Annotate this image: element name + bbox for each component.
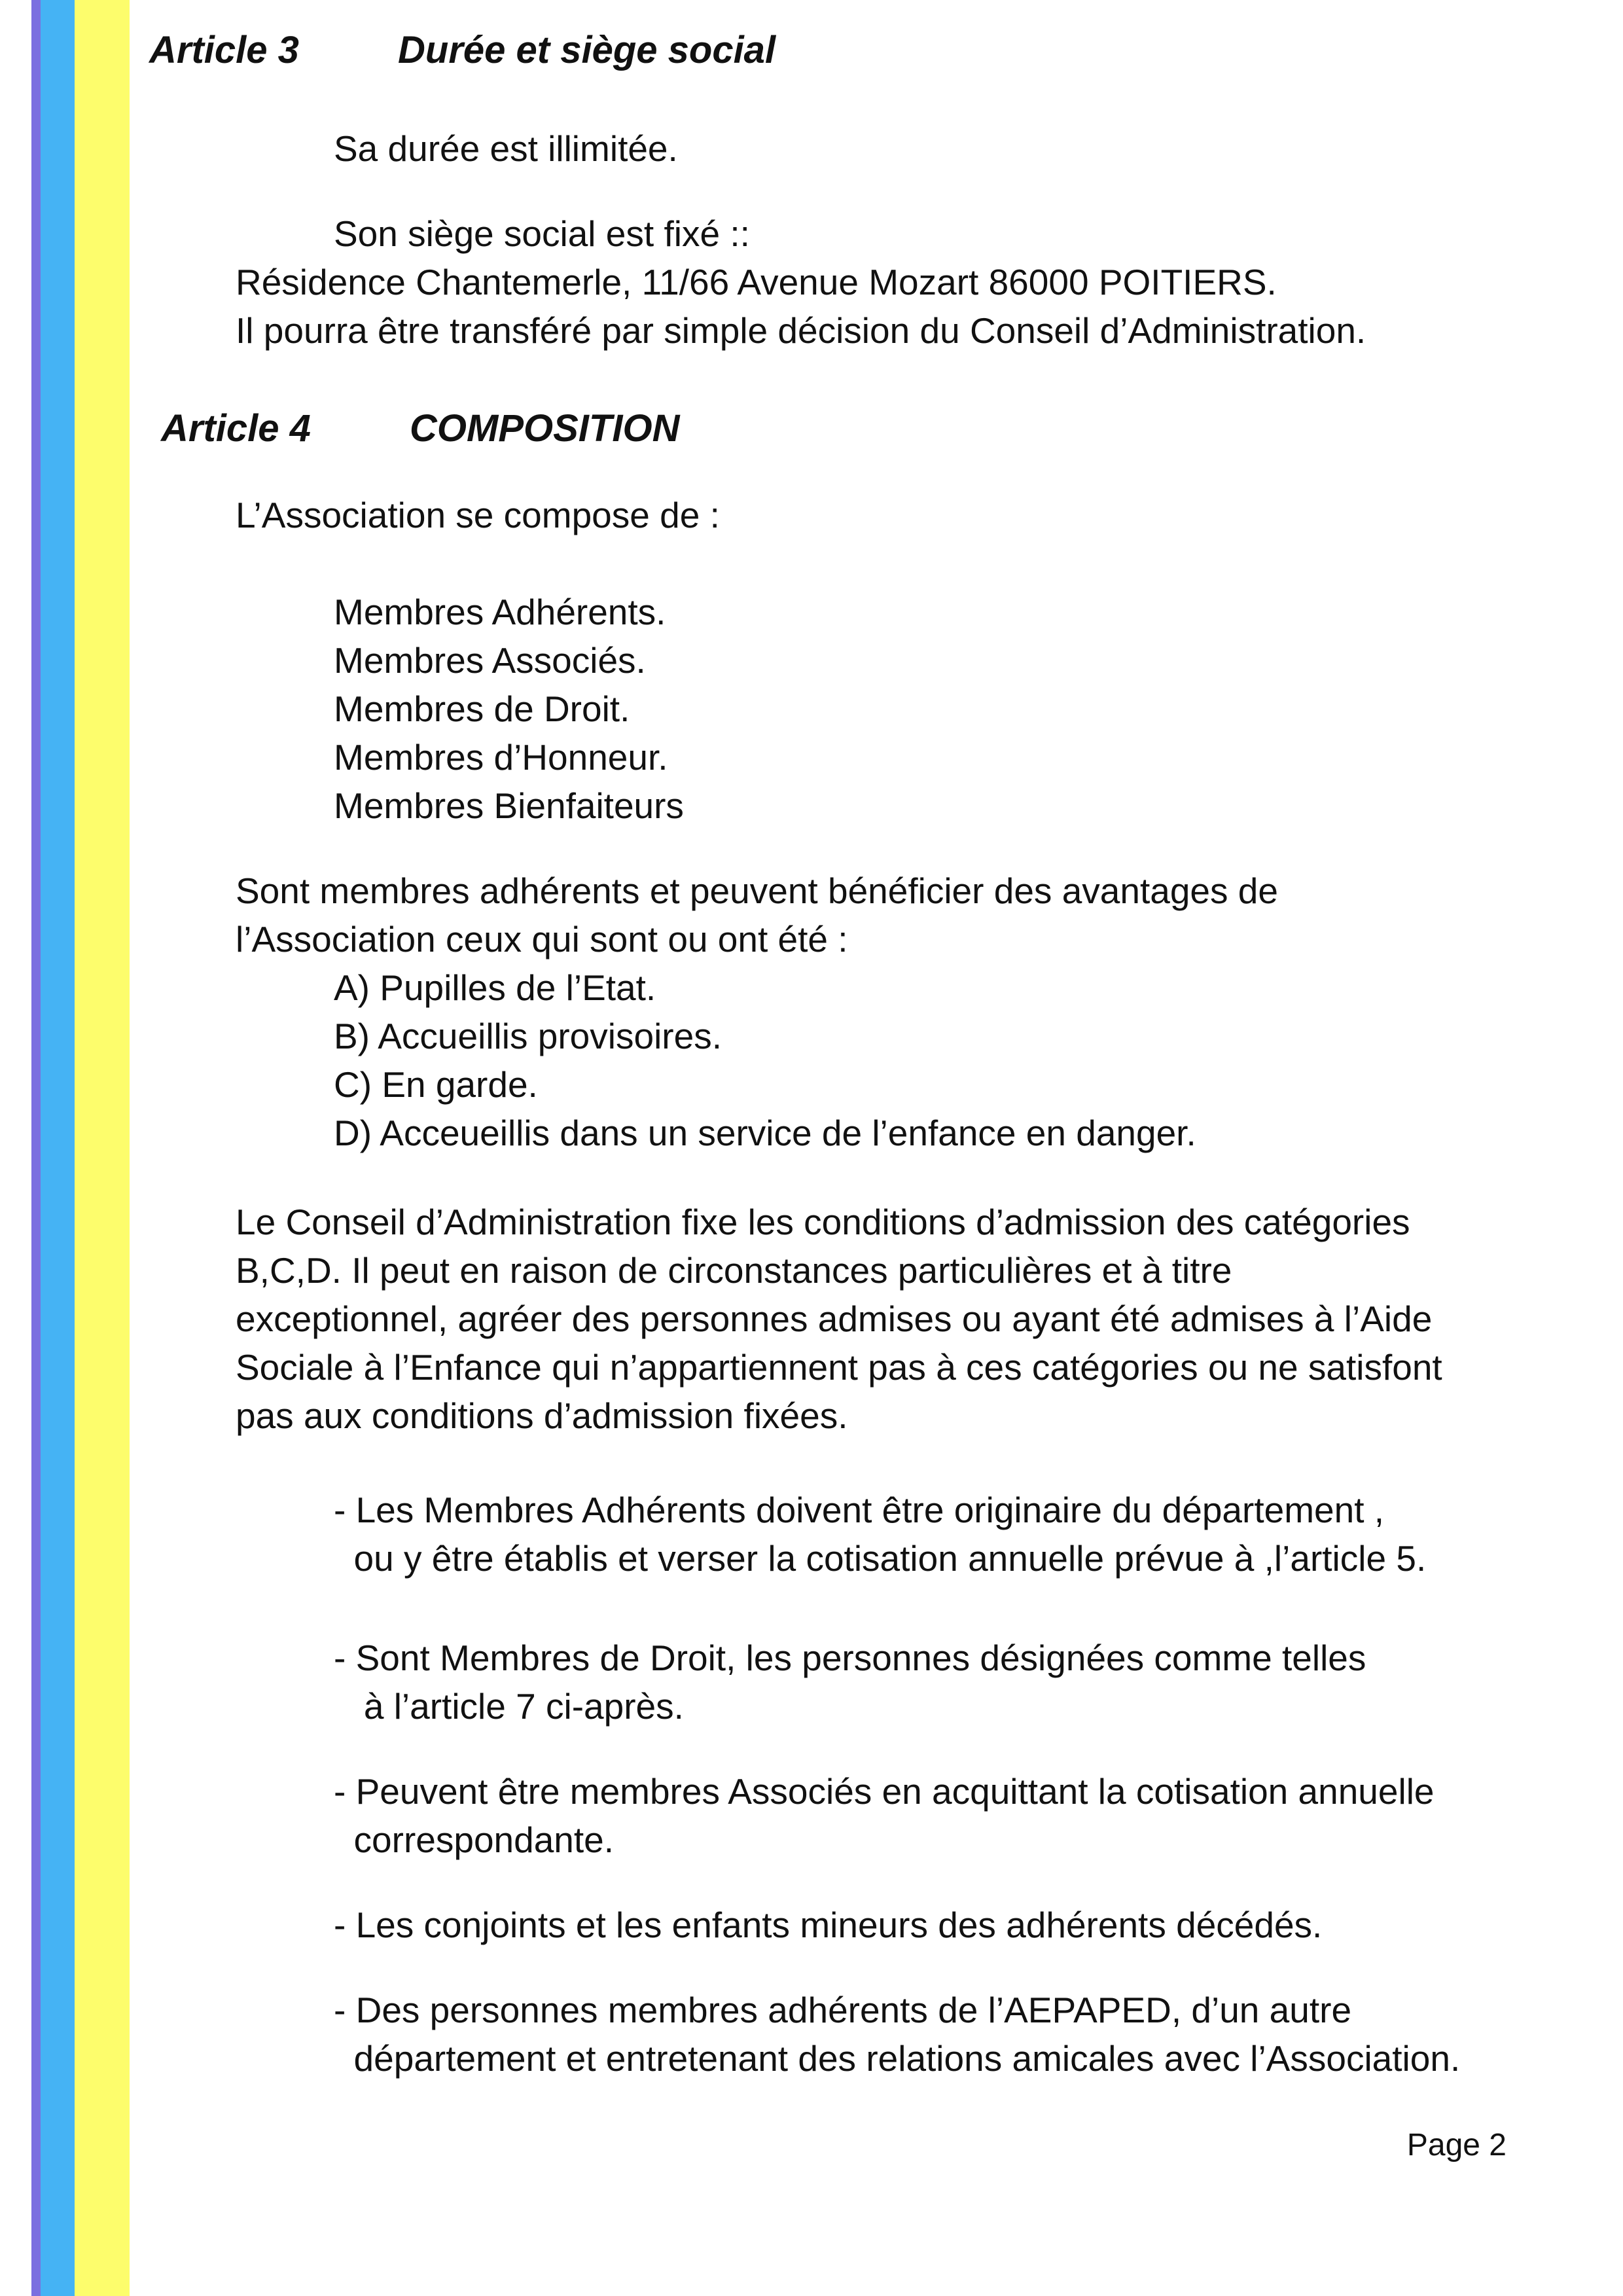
decorative-stripe-purple (31, 0, 41, 2296)
rule-line: - Des personnes membres adhérents de l’AEPAPED, d’un autre (334, 1990, 1352, 2030)
member-type-item: Membres de Droit. (334, 689, 630, 729)
decorative-stripe-blue (41, 0, 75, 2296)
page-number: Page 2 (1406, 2128, 1507, 2162)
transfer-line: Il pourra être transféré par simple décision du Conseil d’Administration. (236, 310, 1366, 351)
article-3-label: Article 3 (149, 29, 299, 71)
seat-intro: Son siège social est fixé :: (334, 213, 750, 254)
adherents-intro-line: l’Association ceux qui sont ou ont été : (236, 919, 848, 960)
member-type-item: Membres Bienfaiteurs (334, 785, 684, 826)
member-type-item: Membres Adhérents. (334, 592, 666, 632)
address-line: Résidence Chantemerle, 11/66 Avenue Mozart 86000 POITIERS. (236, 262, 1277, 302)
decorative-stripe-yellow (75, 0, 130, 2296)
rule-line: - Les conjoints et les enfants mineurs des adhérents décédés. (334, 1905, 1323, 1945)
rule-line: - Peuvent être membres Associés en acquittant la cotisation annuelle (334, 1771, 1435, 1812)
council-paragraph-line: B,C,D. Il peut en raison de circonstances particulières et à titre (236, 1250, 1232, 1291)
council-paragraph-line: pas aux conditions d’admission fixées. (236, 1395, 848, 1436)
rule-line: - Les Membres Adhérents doivent être originaire du département , (334, 1490, 1385, 1530)
article-4-title: COMPOSITION (410, 407, 680, 450)
rule-line: ou y être établis et verser la cotisation annuelle prévue à ,l’article 5. (334, 1538, 1427, 1579)
member-type-item: Membres Associés. (334, 640, 646, 681)
rule-line: - Sont Membres de Droit, les personnes désignées comme telles (334, 1638, 1366, 1678)
adherents-intro-line: Sont membres adhérents et peuvent bénéficier des avantages de (236, 870, 1278, 911)
council-paragraph-line: Sociale à l’Enfance qui n’appartiennent pas à ces catégories ou ne satisfont (236, 1347, 1442, 1388)
rule-line: département et entretenant des relations amicales avec l’Association. (334, 2038, 1461, 2079)
category-item: B) Accueillis provisoires. (334, 1016, 722, 1056)
category-item: A) Pupilles de l’Etat. (334, 967, 656, 1008)
rule-line: correspondante. (334, 1820, 615, 1860)
page-left-margin (0, 0, 31, 2296)
council-paragraph-line: exceptionnel, agréer des personnes admises ou ayant été admises à l’Aide (236, 1299, 1433, 1339)
category-item: C) En garde. (334, 1064, 538, 1105)
duration-text: Sa durée est illimitée. (334, 128, 678, 169)
article-3-title: Durée et siège social (398, 29, 776, 71)
rule-line: à l’article 7 ci-après. (334, 1686, 684, 1727)
article-4-label: Article 4 (161, 407, 311, 450)
council-paragraph-line: Le Conseil d’Administration fixe les conditions d’admission des catégories (236, 1202, 1410, 1242)
composition-intro: L’Association se compose de : (236, 495, 720, 535)
category-item: D) Acceueillis dans un service de l’enfance en danger. (334, 1113, 1196, 1153)
member-type-item: Membres d’Honneur. (334, 737, 668, 778)
